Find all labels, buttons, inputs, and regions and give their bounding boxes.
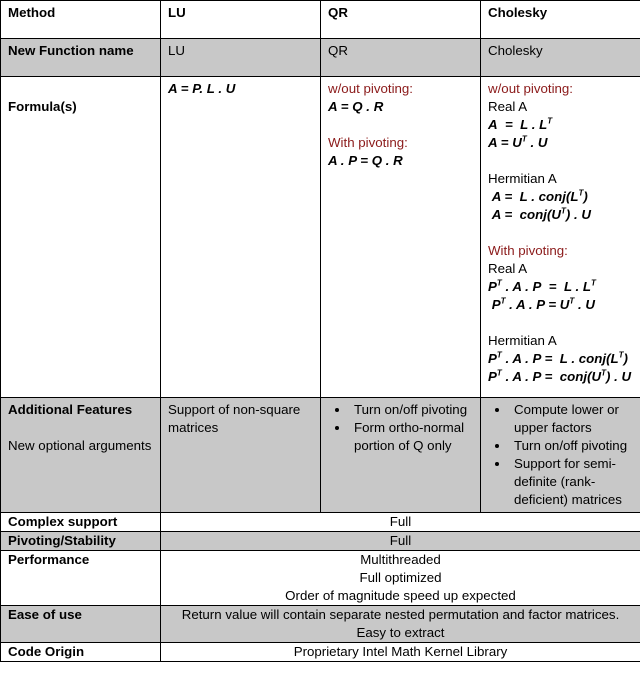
qr-features-list [328, 401, 473, 455]
additional-label-cell [1, 398, 161, 513]
chol-formula-piv-herm-1: $P^T$ . A . P = L . $conj(L^T)$ [488, 350, 628, 366]
formulas-label: Formula(s) [1, 77, 161, 398]
chol-with-heading: With pivoting: [488, 243, 568, 258]
additional-features-row [1, 398, 640, 513]
header-qr: QR [321, 1, 481, 39]
performance-label: Performance [1, 551, 161, 606]
ease-line-2: Easy to extract [356, 625, 445, 640]
new-function-lu: LU [161, 39, 321, 77]
header-cholesky: Cholesky [481, 1, 640, 39]
formulas-lu [161, 77, 321, 398]
pivoting-value: Full [161, 532, 640, 551]
chol-real-a-label: Real A [488, 99, 528, 114]
additional-sublabel: New optional arguments [8, 438, 152, 453]
complex-support-row [1, 513, 640, 532]
chol-formula-real-2: $A = U^T$ . U [488, 134, 548, 150]
chol-formula-piv-real-2: $P^T$ . A . $P = U^T$ . U [488, 296, 595, 312]
formulas-row [1, 77, 640, 398]
qr-without-formula: A = Q . R [328, 99, 384, 114]
pivoting-label: Pivoting/Stability [1, 532, 161, 551]
complex-value: Full [161, 513, 640, 532]
ease-of-use-row [1, 606, 640, 643]
chol-formula-herm-2: $A = conj(U^T)$ . U [488, 206, 592, 222]
list-item: • Turn on/off pivoting [350, 401, 473, 419]
additional-lu: Support of non-square matrices [161, 398, 321, 513]
chol-without-heading: w/out pivoting: [488, 81, 574, 96]
chol-hermitian-a-label: Hermitian A [488, 171, 557, 186]
qr-with-formula: A . P = Q . R [328, 153, 403, 168]
new-function-cholesky: Cholesky [481, 39, 640, 77]
additional-cholesky [481, 398, 640, 513]
origin-label: Code Origin [1, 643, 161, 662]
header-row [1, 1, 640, 39]
formulas-cholesky [481, 77, 640, 398]
new-function-qr: QR [321, 39, 481, 77]
list-item: • Turn on/off pivoting [510, 437, 633, 455]
code-origin-row [1, 643, 640, 662]
origin-value: Proprietary Intel Math Kernel Library [161, 643, 640, 662]
ease-value [161, 606, 640, 643]
chol-hermitian-a-label-2: Hermitian A [488, 333, 557, 348]
ease-label: Ease of use [1, 606, 161, 643]
performance-value [161, 551, 640, 606]
header-method: Method [1, 1, 161, 39]
list-item: • Support for semi-definite (rank-deficient) matrices [510, 455, 633, 509]
qr-without-heading: w/out pivoting: [328, 81, 414, 96]
list-item: • Form ortho-normal portion of Q only [350, 419, 473, 455]
chol-formula-piv-herm-2: $P^T$ . A . $P = conj(U^T)$ . U [488, 368, 632, 384]
additional-label: Additional Features [8, 402, 133, 417]
header-lu: LU [161, 1, 321, 39]
performance-line-3: Order of magnitude speed up expected [285, 588, 516, 603]
additional-qr [321, 398, 481, 513]
new-function-label: New Function name [1, 39, 161, 77]
qr-with-heading: With pivoting: [328, 135, 408, 150]
ease-line-1: Return value will contain separate nested permutation and factor matrices. [181, 607, 620, 622]
chol-formula-herm-1: A = L . $conj(L^T)$ [488, 188, 588, 204]
performance-line-2: Full optimized [359, 570, 442, 585]
complex-label: Complex support [1, 513, 161, 532]
new-function-row [1, 39, 640, 77]
chol-formula-real-1: A = L . $L^T$ [488, 116, 553, 132]
performance-line-1: Multithreaded [360, 552, 441, 567]
cholesky-features-list [488, 401, 633, 509]
formulas-qr [321, 77, 481, 398]
lu-formula: A = P. L . U [168, 81, 236, 96]
list-item: • Compute lower or upper factors [510, 401, 633, 437]
chol-real-a-label-2: Real A [488, 261, 528, 276]
performance-row [1, 551, 640, 606]
chol-formula-piv-real-1: $P^T$ . A . P = L . $L^T$ [488, 278, 596, 294]
pivoting-row [1, 532, 640, 551]
